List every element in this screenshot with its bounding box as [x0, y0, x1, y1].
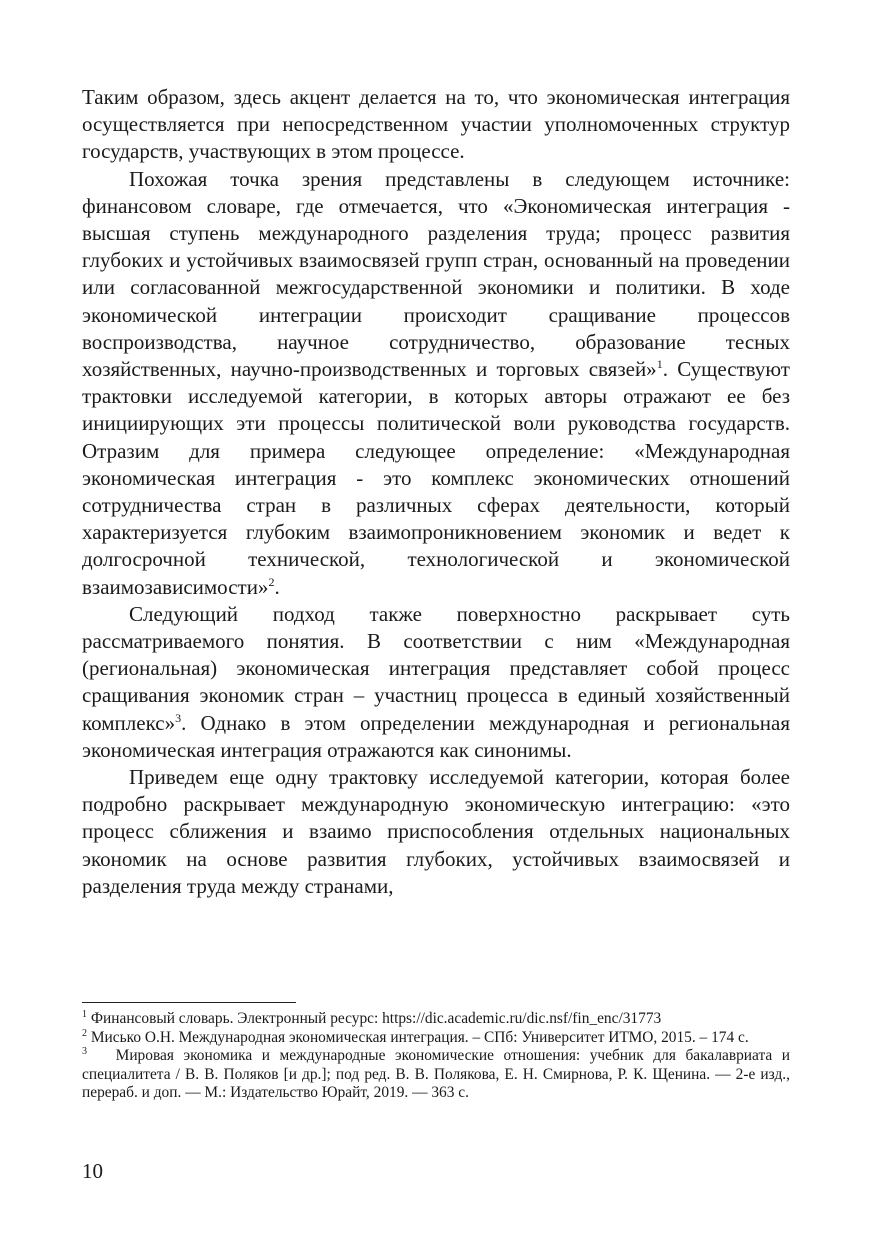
footnote-2	[82, 1029, 790, 1048]
footnote-1-text: Финансовый словарь. Электронный ресурс: https://dic.academic.ru/dic.nsf/fin_enc/31773	[90, 1010, 662, 1027]
footnote-divider	[82, 1002, 296, 1003]
paragraph-4: Приведем еще одну трактовку исследуемой категории, которая более подробно раскрывает международную экономическую интеграцию: «это процесс сближения и взаимо приспособления отдельных национальных экономик на основе развития глубоких, устойчивых взаимосвязей и разделения труда между странами,	[82, 765, 790, 898]
footnote-3-text: Мировая экономика и международные экономические отношения: учебник для бакалавриата и специалитета / В. В. Поляков [и др.]; под ред. В. В. Полякова, Е. Н. Смирнова, Р. К. Щенина. — 2-е изд., перераб. и доп. — М.: Издательство Юрайт, 2019. — 363 с.	[82, 1047, 790, 1101]
paragraph-2-text-b: . Существуют трактовки исследуемой категории, в которых авторы отражают ее без инициирующих эти процессы политической воли руководства государств. Отразим для примера следующее определение: «Международная экономическая интеграция - это комплекс экономических отношений сотрудничества стран в различных сферах деятельности, который характеризуется глубоким взаимопроникновением экономик и ведет к долгосрочной технической, технологической и экономической взаимозависимости»	[82, 357, 790, 599]
paragraph-3-text-b: . Однако в этом определении международная и региональная экономическая интеграция отражаются как синонимы.	[82, 710, 790, 762]
footnote-ref-2[interactable]: 2	[268, 574, 275, 589]
footnote-3-number: 3	[82, 1045, 87, 1057]
paragraph-2	[82, 166, 790, 601]
paragraph-2-text-a: Похожая точка зрения представлены в следующем источнике: финансовом словаре, где отмечается, что «Экономическая интеграция - высшая ступень международного разделения труда; процесс развития глубоких и устойчивых взаимосвязей групп стран, основанный на проведении или согласованной межгосударственной экономики и политики. В ходе экономической интеграции происходит сращивание процессов воспроизводства, научное сотрудничество, образование тесных хозяйственных, научно-производственных и торговых связей»	[82, 166, 790, 382]
page-number: 10	[82, 1159, 103, 1183]
footnote-3	[82, 1047, 790, 1103]
page-body	[82, 84, 790, 900]
footnote-ref-3[interactable]: 3	[175, 710, 182, 725]
paragraph-3-text-a: Следующий подход также поверхностно раскрывает суть рассматриваемого понятия. В соответствии с ним «Международная (региональная) экономическая интеграция представляет собой процесс сращивания экономик стран – участниц процесса в единый хозяйственный комплекс»	[82, 601, 790, 735]
footnotes	[82, 1010, 790, 1103]
footnote-1-number: 1	[82, 1008, 87, 1020]
footnote-2-text: Мисько О.Н. Международная экономическая интеграция. – СПб: Университет ИТМО, 2015. – 174 с.	[90, 1028, 749, 1046]
paragraph-3	[82, 601, 790, 764]
footnote-1	[82, 1010, 790, 1029]
paragraph-1: Таким образом, здесь акцент делается на то, что экономическая интеграция осуществляется при непосредственном участии уполномоченных структур государств, участвующих в этом процессе.	[82, 85, 790, 164]
paragraph-2-text-c: .	[274, 574, 280, 599]
footnote-2-number: 2	[82, 1027, 87, 1039]
footnote-ref-1[interactable]: 1	[656, 357, 663, 372]
